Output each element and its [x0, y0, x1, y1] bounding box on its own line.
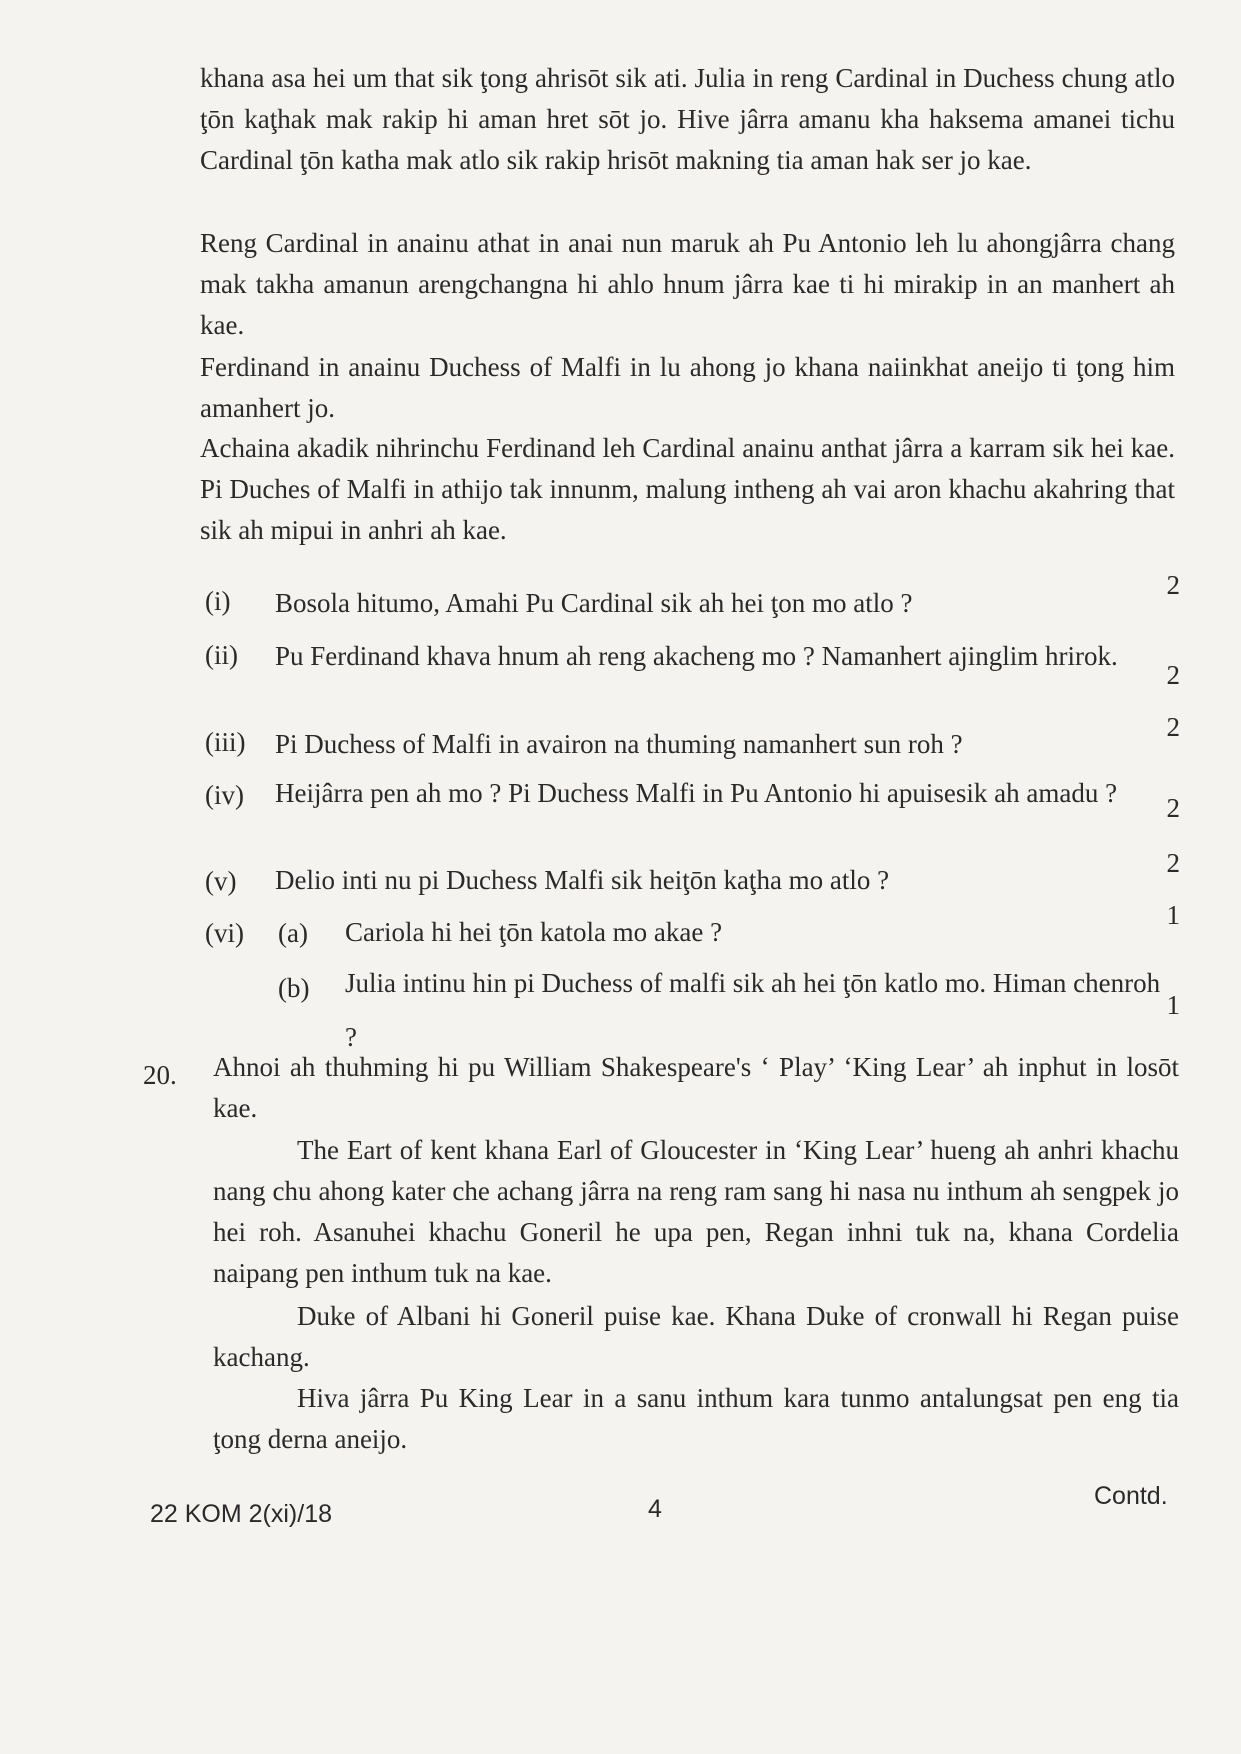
subquestion-text-b: Julia intinu hin pi Duchess of malfi sik ah hei ţōn katlo mo. Himan chenroh ? — [345, 968, 1161, 1052]
paper-code: 22 KOM 2(xi)/18 — [150, 1500, 333, 1528]
paragraph-2: Reng Cardinal in anainu athat in anai nun maruk ah Pu Antonio leh lu ahongjârra chang mak takha amanun arengchangna hi ahlo hnum jârra kae ti hi mirakip in an manhert ah kae. — [200, 228, 1175, 340]
paragraph-1: khana asa hei um that sik ţong ahrisōt sik ati. Julia in reng Cardinal in Duchess chung atlo ţōn kaţhak mak rakip hi aman hret sōt jo. Hive jârra amanu kha haksema amanei tichu Cardinal ţōn katha mak atlo sik rakip hrisōt makning tia aman hak ser jo kae. — [200, 63, 1175, 175]
question-text: Delio inti nu pi Duchess Malfi sik heiţōn kaţha mo atlo ? — [275, 865, 890, 895]
question-number: (ii) — [205, 640, 238, 670]
question-text: Pu Ferdinand khava hnum ah reng akacheng mo ? Namanhert ajinglim hrirok. — [275, 641, 1118, 671]
question-text: Pi Duchess of Malfi in avairon na thuming namanhert sun roh ? — [275, 729, 963, 759]
question-text: Heijârra pen ah mo ? Pi Duchess Malfi in Pu Antonio hi apuisesik ah amadu ? — [275, 778, 1118, 808]
question-20-intro: Ahnoi ah thuhming hi pu William Shakespeare's ‘ Play’ ‘King Lear’ ah inphut in losōt kae. — [213, 1052, 1179, 1123]
question-number: (iv) — [205, 780, 244, 810]
question-number-20: 20. — [143, 1060, 177, 1090]
subquestion-text-a: Cariola hi hei ţōn katola mo akae ? — [345, 917, 723, 947]
subquestion-number-b: (b) — [278, 973, 310, 1003]
continued-label: Contd. — [1094, 1482, 1168, 1510]
question-marks: 2 — [1166, 660, 1180, 690]
question-marks: 2 — [1166, 793, 1180, 823]
subquestion-number-a: (a) — [278, 918, 308, 948]
question-marks: 2 — [1166, 712, 1180, 742]
paragraph-3: Ferdinand in anainu Duchess of Malfi in lu ahong jo khana naiinkhat aneijo ti ţong him amanhert jo. — [200, 352, 1175, 423]
question-number: (vi) — [205, 918, 244, 948]
paragraph-4: Achaina akadik nihrinchu Ferdinand leh Cardinal anainu anthat jârra a karram sik hei kae. Pi Duches of Malfi in athijo tak innunm, malung intheng ah vai aron khachu akahring that sik ah mipui in anhri ah kae. — [200, 433, 1175, 545]
question-text: Bosola hitumo, Amahi Pu Cardinal sik ah hei ţon mo atlo ? — [275, 588, 913, 618]
question-marks: 2 — [1166, 570, 1180, 600]
subquestion-marks-a: 1 — [1166, 900, 1180, 930]
page-number: 4 — [648, 1495, 662, 1523]
question-number: (i) — [205, 586, 231, 616]
question-20-paragraph-1: The Eart of kent khana Earl of Gloucester in ‘King Lear’ hueng ah anhri khachu nang chu ahong kater che achang jârra na reng ram sang hi nasa nu inthum ah sengpek jo hei roh. Asanuhei khachu Goneril he upa pen, Regan inhni tuk na, khana Cordelia naipang pen inthum tuk na kae. — [213, 1135, 1179, 1288]
question-20-paragraph-2: Duke of Albani hi Goneril puise kae. Khana Duke of cronwall hi Regan puise kachang. — [213, 1301, 1179, 1372]
question-marks: 2 — [1166, 848, 1180, 878]
question-number: (v) — [205, 866, 237, 896]
subquestion-marks-b: 1 — [1166, 990, 1180, 1020]
question-20-paragraph-3: Hiva jârra Pu King Lear in a sanu inthum kara tunmo antalungsat pen eng tia ţong derna aneijo. — [213, 1383, 1179, 1454]
question-number: (iii) — [205, 727, 246, 757]
